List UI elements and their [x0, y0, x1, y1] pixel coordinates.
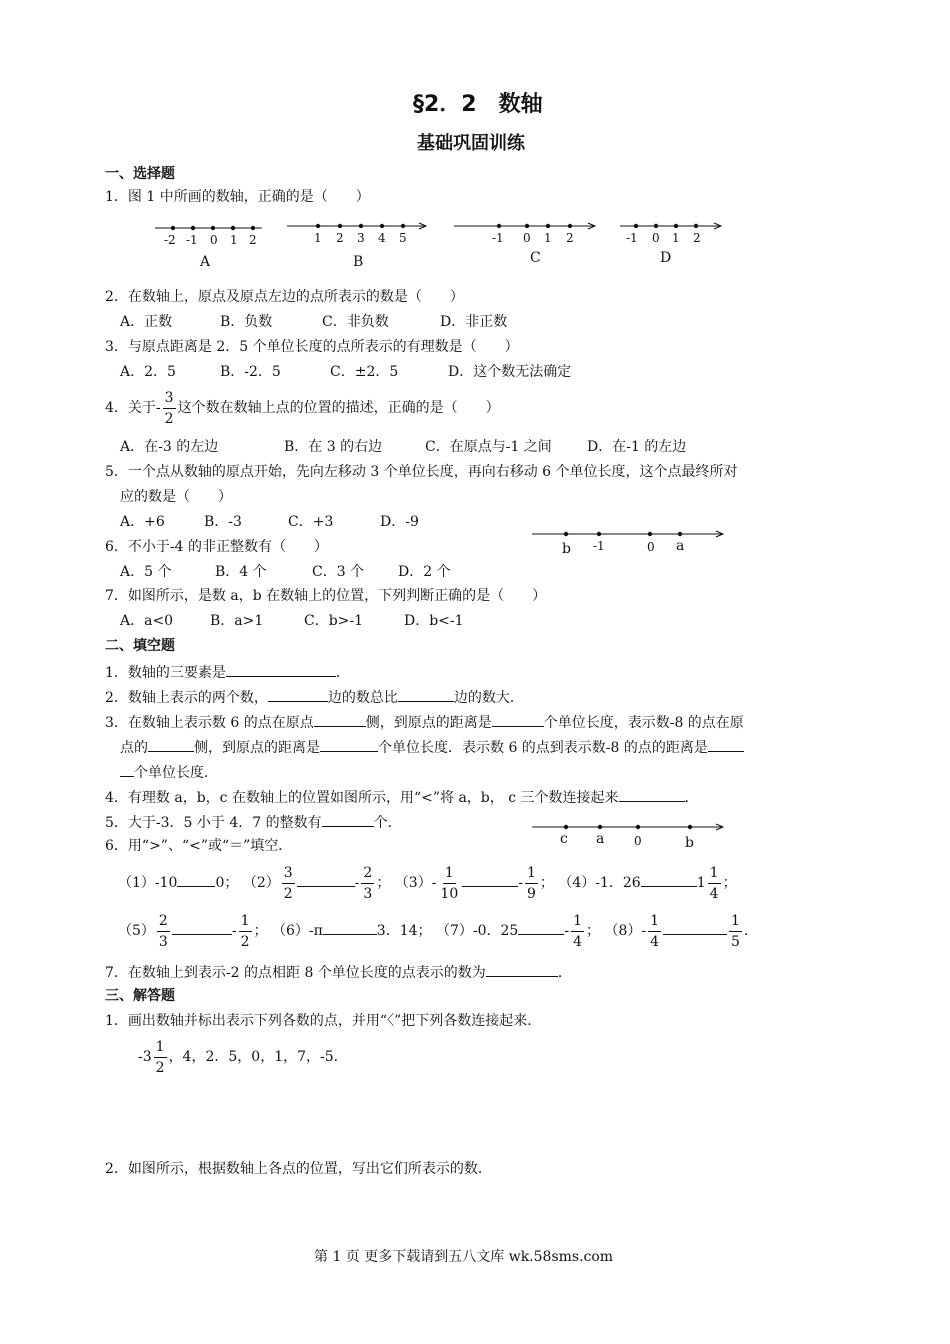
fill-6-part-7: （7）-0．25 - $\frac{1}{4}$ ； [435, 912, 600, 950]
number-line-q7 [530, 527, 730, 559]
number-line-d [618, 218, 728, 268]
option-d: D．-9 [380, 514, 419, 530]
page-subtitle: 基础巩固训练 [417, 133, 525, 154]
answer-question-1: 1．画出数轴并标出表示下列各数的点，并用“〈”把下列各数连接起来． [105, 1013, 542, 1029]
tick-label: -1 [492, 231, 504, 245]
number-line-a [150, 218, 270, 268]
fill-3-line2: 点的 侧，到原点的距离是 个单位长度．表示数 6 的点到表示数-8 的点的距离是 [120, 737, 744, 757]
question-2: 2．在数轴上，原点及原点左边的点所表示的数是（ ） [105, 289, 464, 305]
section-heading-choice: 一、选择题 [105, 166, 175, 182]
axis-caption: B [353, 254, 364, 270]
option-a: A．在-3 的左边 [120, 439, 219, 455]
fill-6: 6．用“>”、“<”或“＝”填空． [105, 838, 293, 854]
answer-blank [486, 962, 558, 977]
option-a: A．a<0 [120, 613, 174, 629]
tick-label: 0 [523, 231, 531, 245]
fill-5: 5．大于-3．5 小于 4．7 的整数有 个． [105, 812, 402, 832]
tick-label: -2 [164, 233, 176, 247]
tick-label: 5 [399, 231, 407, 245]
answer-question-2: 2．如图所示，根据数轴上各点的位置，写出它们所表示的数． [105, 1161, 492, 1177]
tick-label: -1 [626, 231, 638, 245]
option-d: D．这个数无法确定 [448, 364, 572, 380]
answer-blank [226, 662, 336, 677]
fill-3-line3: 个单位长度． [120, 762, 218, 782]
fill-6-part-3: （3）- $\frac{1}{10}$ - $\frac{1}{9}$ ； [394, 864, 554, 902]
answer-blank [492, 712, 544, 727]
question-7: 7．如图所示，是数 a，b 在数轴上的位置，下列判断正确的是（ ） [105, 588, 547, 604]
option-b: B．负数 [220, 314, 273, 330]
number-line-b [285, 218, 435, 268]
answer-question-1-numbers: -3 $\frac{1}{2}$ ，4，2．5，0，1，7，-5． [138, 1038, 348, 1076]
option-b: B．在 3 的右边 [284, 439, 383, 455]
question-3: 3．与原点距离是 2．5 个单位长度的点所表示的有理数是（ ） [105, 339, 519, 355]
number-line-c [452, 218, 602, 268]
fill-6-part-1: （1）-10 0； [118, 875, 238, 891]
number-line-f4 [530, 820, 730, 854]
fill-6-row2 [118, 908, 758, 954]
tick-label: 1 [230, 233, 238, 247]
section-heading-answer: 三、解答题 [105, 988, 175, 1004]
fill-7: 7．在数轴上到表示-2 的点相距 8 个单位长度的点表示的数为 ． [105, 962, 572, 982]
fraction: $\frac{3}{2}$ [164, 389, 174, 427]
answer-blank [177, 872, 215, 887]
fill-6-part-8: （8）- $\frac{1}{4}$ $\frac{1}{5}$ ． [604, 912, 758, 950]
option-a: A．2．5 [120, 364, 176, 380]
answer-blank [320, 737, 378, 752]
tick-label: 1 [672, 231, 680, 245]
fill-2: 2．数轴上表示的两个数， 边的数总比 边的数大． [105, 687, 524, 707]
page-footer: 第 1 页 更多下载请到五八文库 wk.58sms.com [314, 1249, 614, 1265]
tick-label: 1 [544, 231, 552, 245]
tick-label: c [560, 831, 568, 847]
option-c: C．±2．5 [330, 364, 399, 380]
option-b: B．-2．5 [220, 364, 281, 380]
answer-blank [708, 737, 744, 752]
axis-caption: D [660, 250, 672, 266]
fill-6-part-2: （2） $\frac{3}{2}$ - $\frac{2}{3}$ ； [242, 864, 391, 902]
answer-blank [297, 872, 355, 887]
fill-6-part-6: （6）-π 3．14； [272, 923, 432, 939]
answer-blank [462, 872, 518, 887]
tick-label: a [596, 831, 605, 847]
tick-label: 2 [693, 231, 701, 245]
fill-4: 4．有理数 a，b，c 在数轴上的位置如图所示，用“<”将 a，b， c 三个数连接起来 ． [105, 787, 699, 807]
option-d: D．2 个 [398, 564, 451, 580]
option-c: C．在原点与-1 之间 [425, 439, 552, 455]
option-c: C．+3 [288, 514, 334, 530]
tick-label: 2 [336, 231, 344, 245]
section-heading-fill: 二、填空题 [105, 638, 175, 654]
fill-1: 1．数轴的三要素是 ． [105, 662, 350, 682]
option-c: C．非负数 [322, 314, 389, 330]
answer-blank [120, 762, 134, 777]
axis-caption: C [530, 250, 541, 266]
answer-blank [323, 920, 377, 935]
answer-blank [518, 920, 564, 935]
tick-label: 0 [647, 540, 655, 554]
option-a: A．5 个 [120, 564, 172, 580]
option-a: A．+6 [120, 514, 165, 530]
tick-label: -1 [186, 233, 198, 247]
option-a: A．正数 [120, 314, 173, 330]
tick-label: b [685, 835, 694, 851]
question-5-line1: 5．一个点从数轴的原点开始，先向左移动 3 个单位长度，再向右移动 6 个单位长度，这个点最终所对 [105, 464, 738, 480]
tick-label: 2 [249, 233, 257, 247]
option-c: C．b>-1 [304, 613, 364, 629]
option-d: D．b<-1 [404, 613, 464, 629]
option-b: B．4 个 [215, 564, 267, 580]
answer-blank [322, 812, 374, 827]
tick-label: 4 [378, 231, 386, 245]
question-4: 4．关于- $\frac{3}{2}$ 这个数在数轴上点的位置的描述，正确的是（ ） [105, 389, 500, 427]
tick-label: b [562, 541, 571, 557]
tick-label: 0 [634, 834, 642, 848]
tick-label: 1 [314, 231, 322, 245]
tick-label: 0 [210, 233, 218, 247]
answer-blank [398, 687, 454, 702]
answer-blank [148, 737, 194, 752]
page-title: §2．2 数轴 [413, 92, 543, 117]
tick-label: -1 [593, 539, 605, 553]
tick-label: 2 [566, 231, 574, 245]
answer-blank [314, 712, 366, 727]
answer-blank [268, 687, 328, 702]
question-1: 1．图 1 中所画的数轴，正确的是（ ） [105, 189, 370, 205]
fill-6-part-5: （5） $\frac{2}{3}$ - $\frac{1}{2}$ ； [118, 912, 268, 950]
question-6: 6．不小于-4 的非正整数有（ ） [105, 539, 328, 555]
answer-blank [641, 872, 697, 887]
option-d: D．非正数 [440, 314, 508, 330]
axis-caption: A [200, 254, 211, 270]
option-b: B．a>1 [210, 613, 264, 629]
question-5-line2: 应的数是（ ） [120, 489, 232, 505]
tick-label: 3 [357, 231, 365, 245]
option-b: B．-3 [204, 514, 242, 530]
fill-6-part-4: （4）-1．26 1 $\frac{1}{4}$ ； [558, 864, 737, 902]
fill-6-row1 [118, 860, 737, 906]
answer-blank [619, 787, 685, 802]
option-c: C．3 个 [312, 564, 365, 580]
answer-blank [172, 920, 232, 935]
tick-label: a [676, 538, 685, 554]
fill-3-line1: 3．在数轴上表示数 6 的点在原点 侧，到原点的距离是 个单位长度，表示数-8 的点在原 [105, 712, 744, 732]
tick-label: 0 [652, 231, 660, 245]
answer-blank [663, 920, 727, 935]
option-d: D．在-1 的左边 [587, 439, 687, 455]
